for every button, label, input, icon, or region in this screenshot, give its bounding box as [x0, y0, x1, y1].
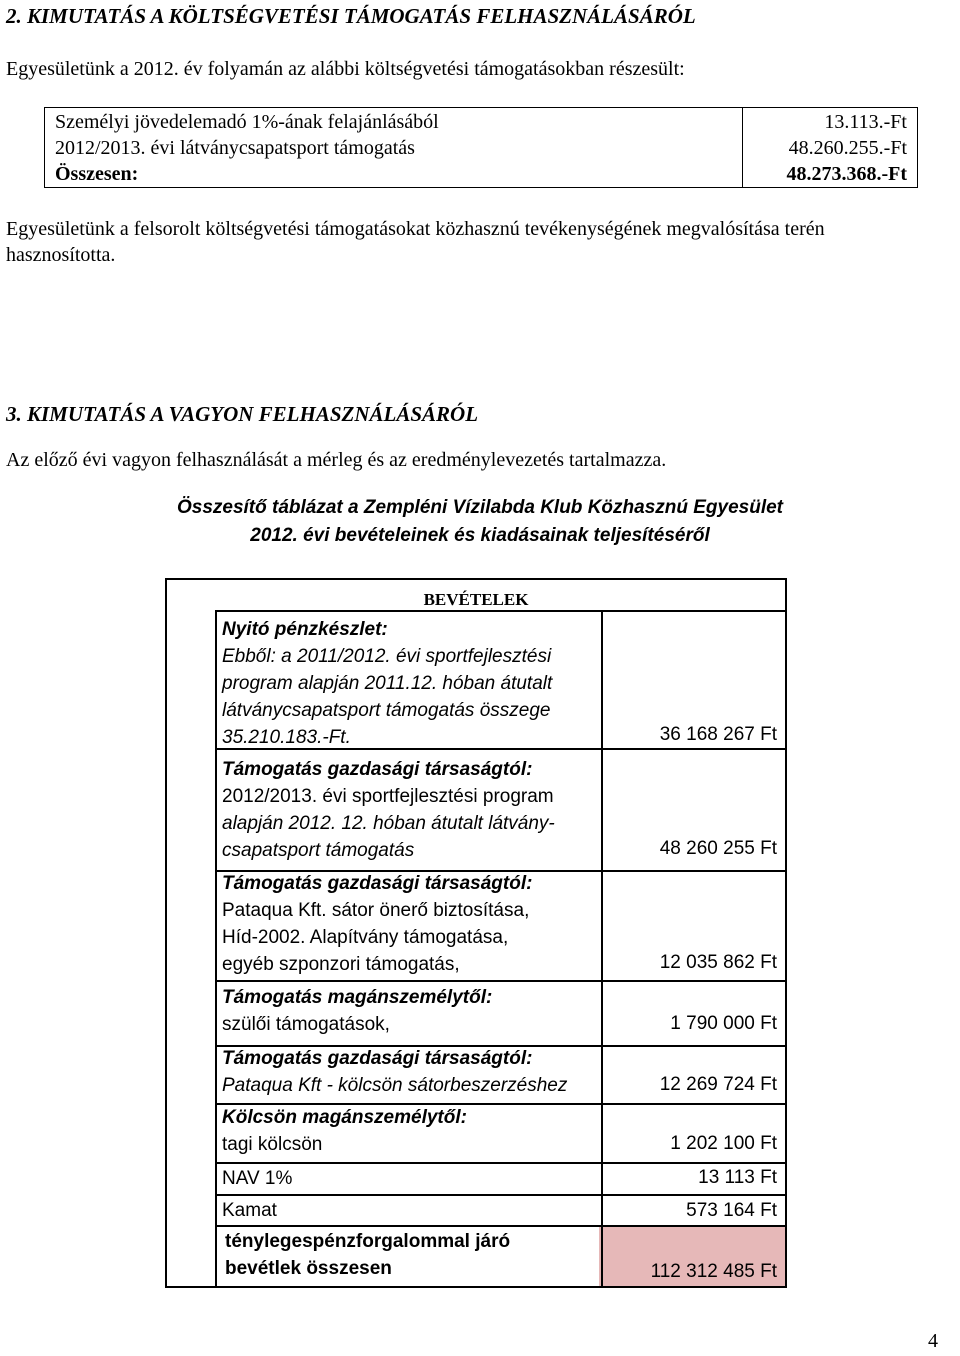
revenue-header: BEVÉTELEK: [423, 590, 529, 609]
row-amount: 48 260 255 Ft: [659, 838, 777, 859]
revenue-row-label: NAV 1%: [222, 1168, 293, 1189]
row-line: Híd-2002. Alapítvány támogatása,: [222, 927, 509, 948]
row-line: 2012/2013. évi sportfejlesztési program: [222, 786, 554, 807]
row-line: alapján 2012. 12. hóban átutalt látvány-: [222, 813, 555, 834]
revenue-row: [222, 984, 492, 1038]
table-row: [45, 136, 917, 162]
revenue-row: [222, 616, 552, 751]
support-value: 48.260.255.-Ft: [788, 137, 907, 159]
row-amount: 573 164 Ft: [686, 1200, 777, 1221]
row-line: program alapján 2011.12. hóban átutalt: [222, 673, 553, 694]
table-row-total: [45, 162, 917, 188]
row-amount: 12 269 724 Ft: [659, 1074, 777, 1095]
row-title: Támogatás gazdasági társaságtól:: [222, 759, 533, 780]
support-label: Személyi jövedelemadó 1%-ának felajánlásából: [55, 111, 439, 133]
row-title: Támogatás magánszemélytől:: [222, 987, 493, 1008]
row-line: Pataqua Kft. sátor önerő biztosítása,: [222, 900, 530, 921]
section2-heading: 2. KIMUTATÁS A KÖLTSÉGVETÉSI TÁMOGATÁS FELHASZNÁLÁSÁRÓL: [6, 4, 696, 28]
support-label: 2012/2013. évi látványcsapatsport támogatás: [55, 137, 415, 159]
section2-intro: Egyesületünk a 2012. év folyamán az alábbi költségvetési támogatásokban részesült:: [6, 58, 685, 80]
revenue-row: [222, 870, 532, 978]
row-line: egyéb szponzori támogatás,: [222, 954, 460, 975]
revenue-row: [222, 1045, 567, 1099]
table-row: [45, 110, 917, 136]
row-line: szülői támogatások,: [222, 1014, 390, 1035]
support-table: [44, 107, 918, 188]
row-line: 35.210.183.-Ft.: [222, 727, 351, 748]
row-line: Pataqua Kft - kölcsön sátorbeszerzéshez: [222, 1075, 568, 1096]
row-line: látványcsapatsport támogatás összege: [222, 700, 551, 721]
revenue-row: [222, 1104, 467, 1158]
support-value: 13.113.-Ft: [824, 111, 907, 133]
support-total-value: 48.273.368.-Ft: [786, 163, 907, 185]
row-title: Nyitó pénzkészlet:: [222, 619, 388, 640]
page-number: 4: [928, 1330, 938, 1352]
row-amount: 13 113 Ft: [698, 1167, 777, 1188]
row-amount: 12 035 862 Ft: [659, 952, 777, 973]
section2-outro-line2: hasznosította.: [6, 244, 116, 266]
support-total-label: Összesen:: [55, 163, 139, 185]
table-caption-line2: 2012. évi bevételeinek és kiadásainak teljesítéséről: [250, 525, 710, 546]
total-label-line1: ténylegespénzforgalommal járó: [225, 1231, 511, 1252]
row-amount: 36 168 267 Ft: [659, 724, 777, 745]
row-line: csapatsport támogatás: [222, 840, 415, 861]
row-title: Kölcsön magánszemélytől:: [222, 1107, 467, 1128]
row-line: tagi kölcsön: [222, 1134, 323, 1155]
revenue-table: [165, 578, 787, 1288]
row-amount: 1 790 000 Ft: [670, 1013, 777, 1034]
row-amount: 1 202 100 Ft: [670, 1133, 777, 1154]
section3-heading: 3. KIMUTATÁS A VAGYON FELHASZNÁLÁSÁRÓL: [6, 402, 479, 426]
section3-intro: Az előző évi vagyon felhasználását a mérleg és az eredménylevezetés tartalmazza.: [6, 449, 667, 471]
revenue-row: [222, 756, 555, 864]
row-title: Támogatás gazdasági társaságtól:: [222, 873, 533, 894]
revenue-row-label: Kamat: [222, 1200, 277, 1221]
total-amount: 112 312 485 Ft: [650, 1261, 777, 1282]
total-label-line2: bevétlek összesen: [225, 1258, 392, 1279]
row-line: Ebből: a 2011/2012. évi sportfejlesztési: [222, 646, 552, 667]
table-caption-line1: Összesítő táblázat a Zempléni Vízilabda Klub Közhasznú Egyesület: [176, 497, 784, 518]
revenue-total-label: [225, 1228, 510, 1282]
row-title: Támogatás gazdasági társaságtól:: [222, 1048, 533, 1069]
section2-outro-line1: Egyesületünk a felsorolt költségvetési támogatásokat közhasznú tevékenységének megvalósítása terén: [6, 218, 825, 240]
